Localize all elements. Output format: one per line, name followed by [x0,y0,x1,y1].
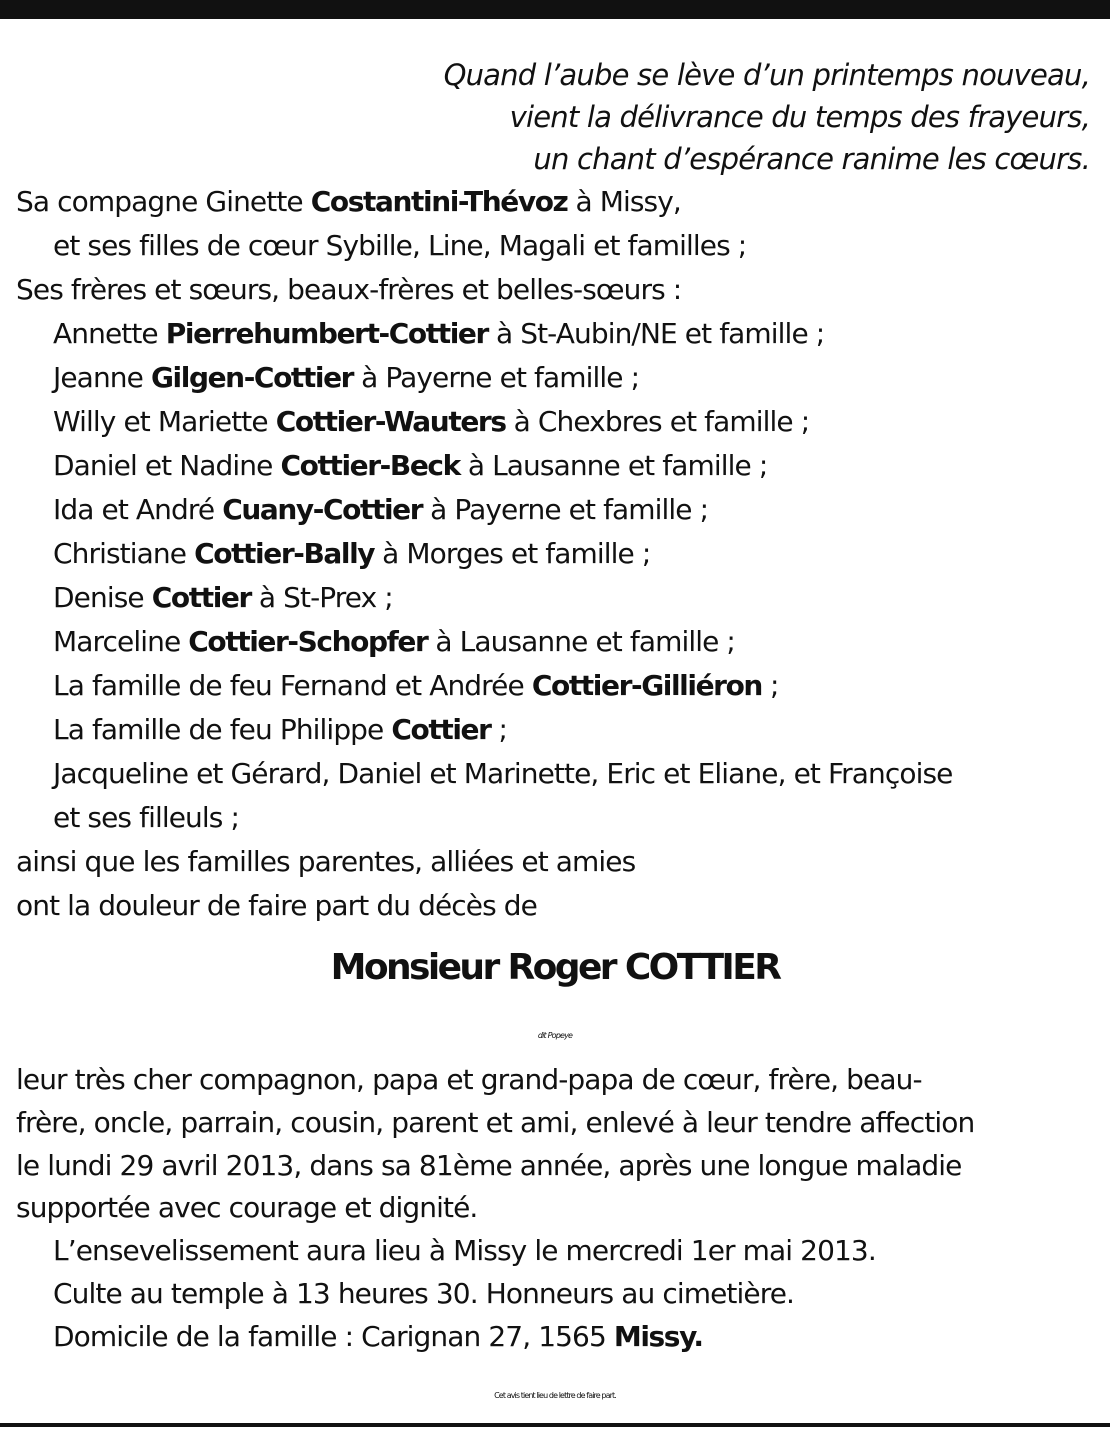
deceased-nickname: dit Popeye [537,1031,573,1040]
epigraph-line: vient la délivrance du temps des frayeurs, [509,100,1090,134]
sibling-line: Jeanne Gilgen-Cottier à Payerne et famille ; [53,361,640,394]
bottom-rule [0,1423,1110,1427]
tribute-line: le lundi 29 avril 2013, dans sa 81ème année, après une longue maladie [16,1149,962,1182]
sibling-line: Marceline Cottier-Schopfer à Lausanne et famille ; [53,625,735,658]
sibling-line: Annette Pierrehumbert-Cottier à St-Aubin/NE et famille ; [53,317,825,350]
godchildren-line: et ses filleuls ; [53,801,239,834]
sibling-line: La famille de feu Fernand et Andrée Cottier-Gilliéron ; [53,669,779,702]
tribute-line: frère, oncle, parrain, cousin, parent et ami, enlevé à leur tendre affection [16,1106,975,1139]
sibling-line: Denise Cottier à St-Prex ; [53,581,393,614]
footer-note: Cet avis tient lieu de lettre de faire part. [494,1391,616,1400]
companion-daughters: et ses filles de cœur Sybille, Line, Magali et familles ; [53,229,747,262]
funeral-info: L’ensevelissement aura lieu à Missy le mercredi 1er mai 2013. [53,1234,876,1267]
service-info: Culte au temple à 13 heures 30. Honneurs au cimetière. [53,1277,795,1310]
siblings-intro: Ses frères et sœurs, beaux-frères et belles-sœurs : [16,273,682,306]
sibling-line: Daniel et Nadine Cottier-Beck à Lausanne et famille ; [53,449,768,482]
sibling-line: Ida et André Cuany-Cottier à Payerne et famille ; [53,493,709,526]
companion-line: Sa compagne Ginette Costantini-Thévoz à Missy, [16,185,681,218]
sibling-line: Willy et Mariette Cottier-Wauters à Chexbres et famille ; [53,405,810,438]
sibling-line: Christiane Cottier-Bally à Morges et famille ; [53,537,651,570]
announcement-line: ainsi que les familles parentes, alliées et amies [16,845,636,878]
tribute-line: supportée avec courage et dignité. [16,1191,478,1224]
tribute-line: leur très cher compagnon, papa et grand-papa de cœur, frère, beau- [16,1063,922,1096]
epigraph-line: un chant d’espérance ranime les cœurs. [533,142,1090,176]
family-address: Domicile de la famille : Carignan 27, 1565 Missy. [53,1320,703,1353]
announcement-line: ont la douleur de faire part du décès de [16,889,537,922]
address-place: Missy. [613,1320,703,1353]
top-rule [0,0,1110,19]
sibling-line: La famille de feu Philippe Cottier ; [53,713,508,746]
companion-name: Costantini-Thévoz [310,185,568,218]
deceased-name: Monsieur Roger COTTIER [330,947,780,988]
epigraph-line: Quand l’aube se lève d’un printemps nouveau, [443,58,1090,92]
godchildren-line: Jacqueline et Gérard, Daniel et Marinette, Eric et Eliane, et Françoise [53,757,953,790]
